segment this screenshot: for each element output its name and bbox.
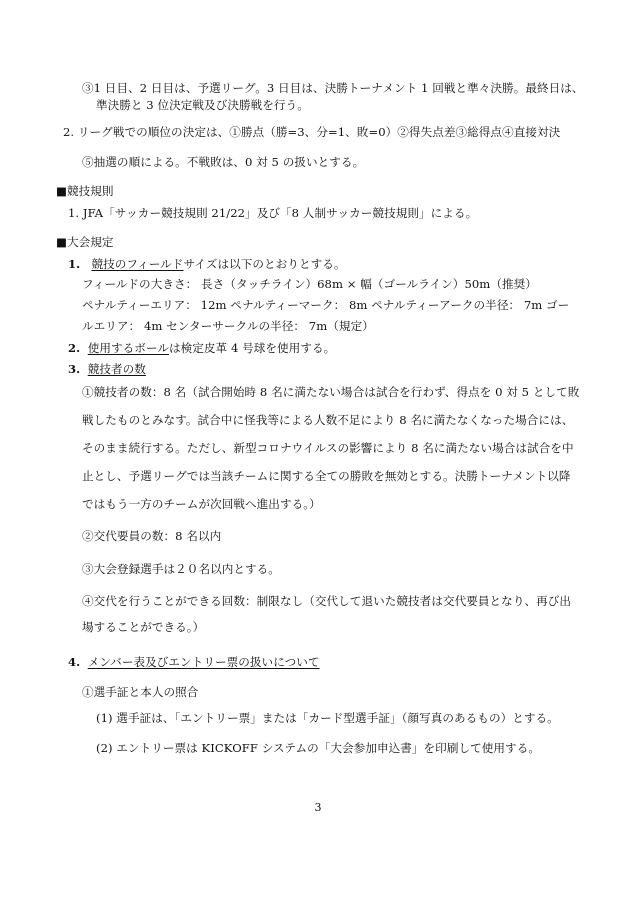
field-size-line: フィールドの大きさ： 長さ（タッチライン）68m × 幅（ゴールライン）50m（推奨） [82, 277, 537, 291]
schedule-line-2: 準決勝と 3 位決定戦及び決勝戦を行う。 [96, 98, 309, 112]
players-line-1: ①競技者の数：8 名（試合開始時 8 名に満たない場合は試合を行わず、得点を 0 対 5 として敗 [82, 385, 580, 399]
id-check-item-2: (2) エントリー票は KICKOFF システムの「大会参加申込書」を印刷して使用する。 [96, 741, 540, 755]
item-3-number: 3. [68, 362, 81, 376]
item-1-underlined: 競技のフィールド [91, 257, 184, 271]
page-number: 3 [314, 801, 322, 814]
rules-item-1: 1. JFA「サッカー競技規則 21/22」及び「8 人制サッカー競技規則」による。 [68, 206, 478, 220]
regulations-heading: ■大会規定 [56, 235, 114, 249]
item-2-underlined: 使用するボール [87, 341, 169, 355]
item-4-number: 4. [68, 655, 81, 669]
registered-players-line: ③大会登録選手は２０名以内とする。 [82, 562, 280, 576]
players-line-4: 止とし、予選リーグでは当該チームに関する全ての勝敗を無効とする。決勝トーナメント以降 [82, 469, 571, 483]
substitution-count-line-1: ④交代を行うことができる回数：制限なし（交代して退いた競技者は交代要員となり、再び出 [82, 594, 572, 608]
substitutes-line: ②交代要員の数：8 名以内 [82, 529, 222, 543]
goal-area-line: ルエリア： 4m センターサークルの半径： 7m（規定） [82, 319, 374, 333]
substitution-count-line-2: 場することができる。） [82, 620, 205, 634]
regulation-item-4 [68, 654, 320, 670]
penalty-line: ペナルティーエリア： 12m ペナルティーマーク： 8m ペナルティーアークの半径： 7m ゴー [82, 298, 570, 312]
item-2-number: 2. [68, 341, 81, 355]
schedule-line-1: ③1 日目、2 日目は、予選リーグ。3 日目は、決勝トーナメント 1 回戦と準々決勝。最終日は、 [82, 81, 584, 95]
item-1-rest: サイズは以下のとおりとする。 [183, 257, 346, 271]
players-line-5: ではもう一方のチームが次回戦へ進出する。） [82, 497, 321, 511]
item-1-number: 1. [68, 257, 81, 271]
players-line-3: そのまま続行する。ただし、新型コロナウイルスの影響により 8 名に満たない場合は試合を中 [82, 441, 574, 455]
regulation-item-1 [68, 256, 346, 272]
players-line-2: 戦したものとみなす。試合中に怪我等による人数不足により 8 名に満たなくなった場合には、 [82, 413, 574, 427]
item-4-underlined: メンバー表及びエントリー票の扱いについて [87, 655, 320, 669]
ranking-rule-line: 2. リーグ戦での順位の決定は、①勝点（勝=3、分=1、敗=0）②得失点差③総得点④直接対決 [63, 125, 561, 139]
regulation-item-2 [68, 340, 335, 356]
id-check-heading: ①選手証と本人の照合 [82, 685, 199, 699]
id-check-item-1: (1) 選手証は、「エントリー票」または「カード型選手証」（顔写真のあるもの）とする。 [96, 711, 559, 725]
item-3-underlined: 競技者の数 [87, 362, 146, 376]
regulation-item-3 [68, 361, 146, 377]
item-2-rest: は検定皮革 4 号球を使用する。 [168, 341, 336, 355]
ranking-rule-continued: ⑤抽選の順による。不戦敗は、0 対 5 の扱いとする。 [82, 155, 365, 169]
rules-heading: ■競技規則 [56, 184, 114, 198]
